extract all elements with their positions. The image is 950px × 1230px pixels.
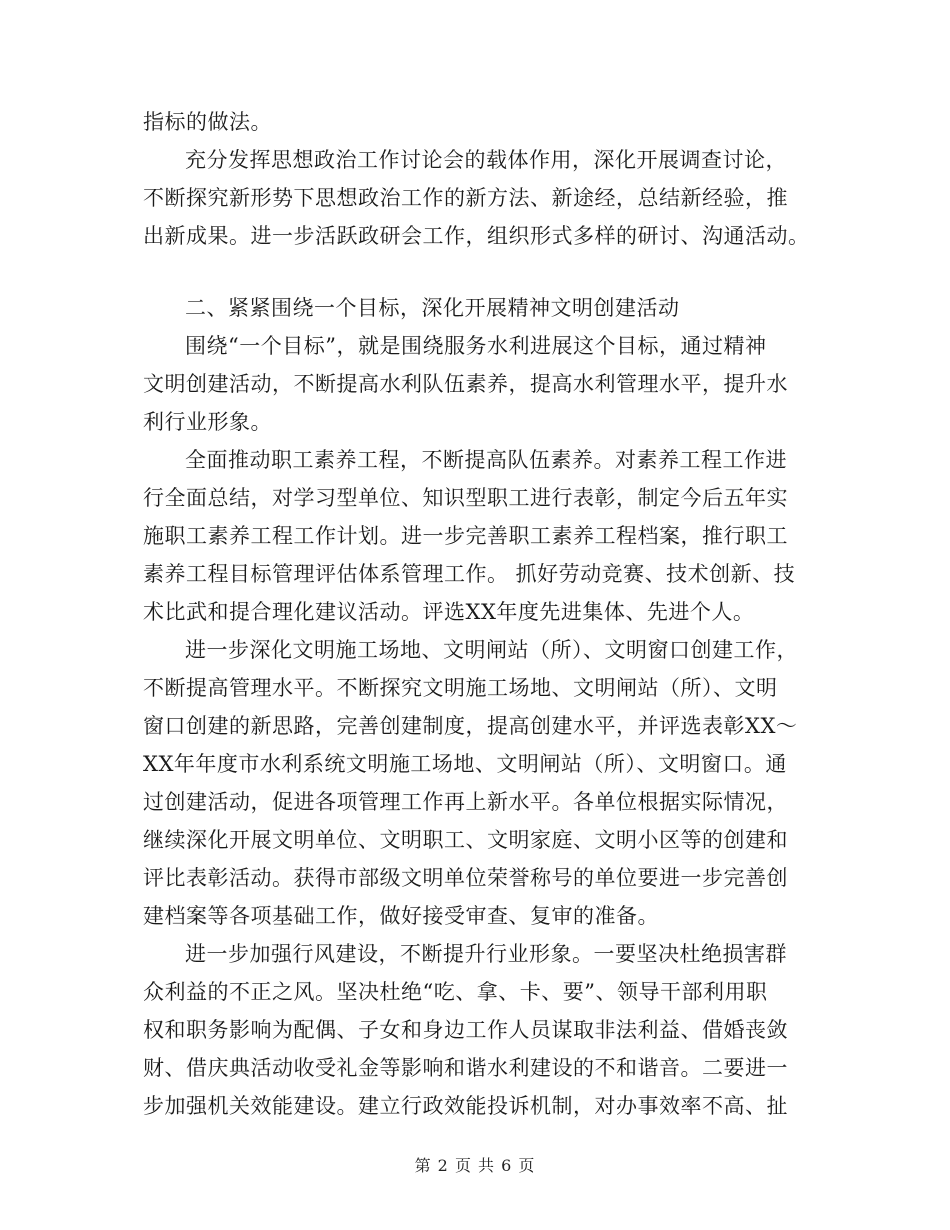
text-line: 步加强机关效能建设。建立行政效能投诉机制，对办事效率不高、扯	[143, 1094, 788, 1118]
text-line: 围绕“一个目标”，就是围绕服务水利进展这个目标，通过精神	[185, 334, 767, 358]
paragraph-gap	[143, 255, 803, 289]
text-line: 文明创建活动，不断提高水利队伍素养，提高水利管理水平，提升水	[143, 372, 788, 396]
text-line: 利行业形象。	[143, 410, 272, 434]
text-line: 评比表彰活动。获得市部级文明单位荣誉称号的单位要进一步完善创	[143, 866, 788, 890]
section-heading: 二、紧紧围绕一个目标，深化开展精神文明创建活动	[185, 296, 680, 320]
text-line: 众利益的不正之风。坚决杜绝“吃、拿、卡、要”、领导干部利用职	[143, 980, 768, 1004]
text-line: 权和职务影响为配偶、子女和身边工作人员谋取非法利益、借婚丧敛	[143, 1018, 788, 1042]
text-line: 建档案等各项基础工作，做好接受审查、复审的准备。	[143, 904, 659, 928]
text-line: 全面推动职工素养工程，不断提高队伍素养。对素养工程工作进	[185, 448, 787, 472]
text-line: 行全面总结，对学习型单位、知识型职工进行表彰，制定今后五年实	[143, 486, 788, 510]
text-line: 不断探究新形势下思想政治工作的新方法、新途经，总结新经验，推	[143, 186, 788, 210]
text-line: 进一步深化文明施工场地、文明闸站（所）、文明窗口创建工作，	[185, 638, 798, 662]
text-line: 进一步加强行风建设，不断提升行业形象。一要坚决杜绝损害群	[185, 942, 787, 966]
text-line: 不断提高管理水平。不断探究文明施工场地、文明闸站（所）、文明	[143, 676, 778, 700]
text-line: 窗口创建的新思路，完善创建制度，提高创建水平，并评选表彰XX～	[143, 714, 798, 738]
text-line: 术比武和提合理化建议活动。评选XX年度先进集体、先进个人。	[143, 600, 755, 624]
text-line: 指标的做法。	[143, 110, 272, 134]
text-line: XX年年度市水利系统文明施工场地、文明闸站（所）、文明窗口。通	[143, 752, 787, 776]
text-line: 财、借庆典活动收受礼金等影响和谐水利建设的不和谐音。二要进一	[143, 1056, 788, 1080]
page-number-footer: 第 2 页 共 6 页	[414, 1156, 536, 1175]
text-line: 充分发挥思想政治工作讨论会的载体作用，深化开展调查讨论，	[185, 148, 787, 172]
text-line: 过创建活动，促进各项管理工作再上新水平。各单位根据实际情况，	[143, 790, 788, 814]
text-line: 继续深化开展文明单位、文明职工、文明家庭、文明小区等的创建和	[143, 828, 788, 852]
text-line: 施职工素养工程工作计划。进一步完善职工素养工程档案，推行职工	[143, 524, 788, 548]
text-line: 素养工程目标管理评估体系管理工作。 抓好劳动竞赛、技术创新、技	[143, 562, 796, 586]
text-line: 出新成果。进一步活跃政研会工作，组织形式多样的研讨、沟通活动。	[143, 224, 810, 248]
document-body	[143, 103, 810, 1125]
